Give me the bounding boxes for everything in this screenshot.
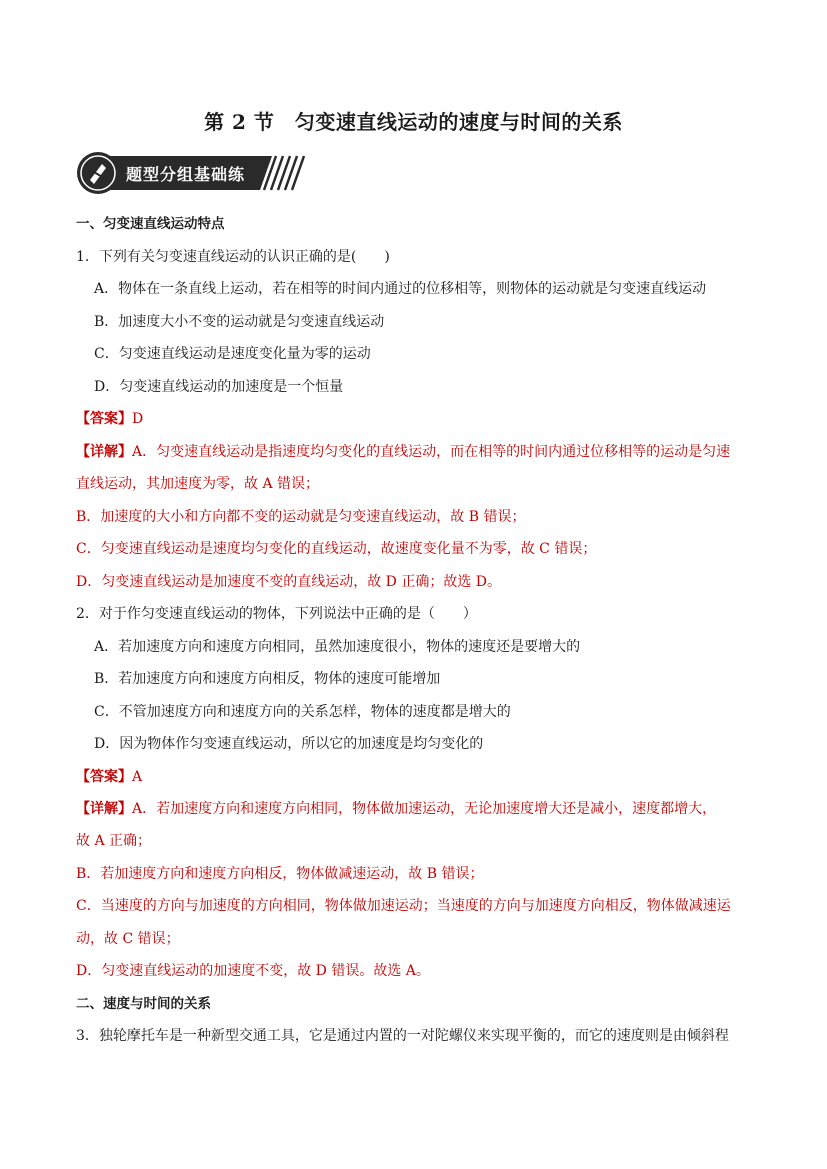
- q2-option-d: D．因为物体作匀变速直线运动，所以它的加速度是均匀变化的: [94, 736, 484, 752]
- question-3-stem: 3．独轮摩托车是一种新型交通工具，它是通过内置的一对陀螺仪来实现平衡的，而它的速度则是由倾斜程: [76, 1028, 729, 1044]
- q1-detail-line-2: 直线运动，其加速度为零，故 A 错误；: [76, 476, 320, 492]
- q2-answer: [76, 767, 142, 787]
- q1-detail-line-1: [76, 442, 730, 462]
- q2-option-c: C．不管加速度方向和速度方向的关系怎样，物体的速度都是增大的: [94, 704, 511, 720]
- page-title: 第 2 节 匀变速直线运动的速度与时间的关系: [204, 110, 623, 134]
- detail-tag: 【详解】: [76, 801, 132, 817]
- answer-value: D: [132, 411, 144, 427]
- q2-detail-line-5: 动，故 C 错误；: [76, 931, 180, 947]
- q2-detail-line-3: B．若加速度方向和速度方向相反，物体做减速运动，故 B 错误；: [76, 866, 484, 882]
- answer-value: A: [132, 769, 143, 785]
- q1-option-a: A．物体在一条直线上运动，若在相等的时间内通过的位移相等，则物体的运动就是匀变速直线运动: [94, 281, 707, 297]
- answer-tag: 【答案】: [76, 411, 132, 427]
- q2-detail-line-4: C．当速度的方向与加速度的方向相同，物体做加速运动；当速度的方向与加速度方向相反，物体做减速运: [76, 898, 731, 914]
- q1-option-b: B．加速度大小不变的运动就是匀变速直线运动: [94, 314, 385, 330]
- section-banner: [76, 150, 308, 196]
- question-1-stem: 1．下列有关匀变速直线运动的认识正确的是( ): [76, 249, 390, 265]
- q2-detail-line-1: [76, 799, 716, 819]
- detail-tag: 【详解】: [76, 444, 132, 460]
- q2-detail-line-2: 故 A 正确；: [76, 833, 152, 849]
- detail-text: A．匀变速直线运动是指速度均匀变化的直线运动，而在相等的时间内通过位移相等的运动是匀速: [132, 444, 731, 460]
- answer-tag: 【答案】: [76, 769, 132, 785]
- q2-detail-line-6: D．匀变速直线运动的加速度不变，故 D 错误。故选 A。: [76, 963, 430, 979]
- banner-label: 题型分组基础练: [126, 165, 246, 184]
- banner-emblem-icon: [77, 152, 119, 194]
- q1-option-d: D．匀变速直线运动的加速度是一个恒量: [94, 379, 344, 395]
- q1-option-c: C．匀变速直线运动是速度变化量为零的运动: [94, 346, 371, 362]
- q1-detail-line-3: B．加速度的大小和方向都不变的运动就是匀变速直线运动，故 B 错误；: [76, 509, 526, 525]
- q1-answer: [76, 409, 143, 429]
- detail-text: A．若加速度方向和速度方向相同，物体做加速运动，无论加速度增大还是减小，速度都增大，: [132, 801, 717, 817]
- section-heading-1: 一、匀变速直线运动特点: [76, 216, 225, 232]
- q1-detail-line-4: C．匀变速直线运动是速度均匀变化的直线运动，故速度变化量不为零，故 C 错误；: [76, 541, 597, 557]
- question-2-stem: 2．对于作匀变速直线运动的物体，下列说法中正确的是（ ）: [76, 606, 477, 622]
- q2-option-a: A．若加速度方向和速度方向相同，虽然加速度很小，物体的速度还是要增大的: [94, 639, 581, 655]
- q1-detail-line-5: D．匀变速直线运动是加速度不变的直线运动，故 D 正确；故选 D。: [76, 574, 502, 590]
- section-heading-2: 二、速度与时间的关系: [76, 996, 211, 1012]
- q2-option-b: B．若加速度方向和速度方向相反，物体的速度可能增加: [94, 671, 441, 687]
